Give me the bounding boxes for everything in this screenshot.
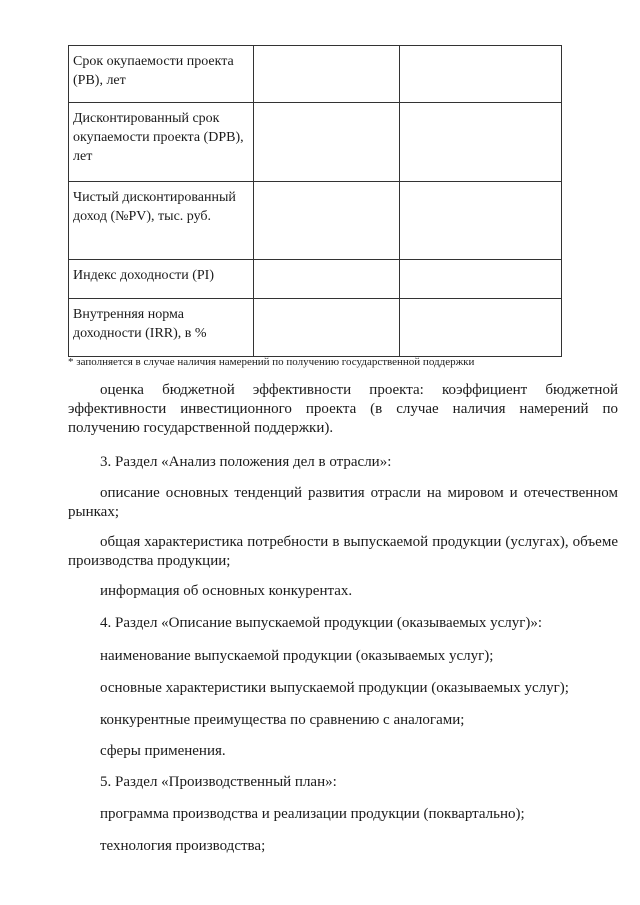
metric-label: Дисконтированный срок окупаемости проекта (DPB), лет — [69, 103, 254, 182]
metric-value-cell — [400, 260, 562, 299]
metric-label: Срок окупаемости проекта (PB), лет — [69, 46, 254, 103]
section-heading: 3. Раздел «Анализ положения дел в отрасли»: — [100, 454, 392, 470]
table-row — [69, 103, 562, 182]
metric-label: Чистый дисконтированный доход (№PV), тыс. руб. — [69, 182, 254, 260]
financial-metrics-table — [68, 45, 562, 357]
paragraph: основные характеристики выпускаемой продукции (оказываемых услуг); — [100, 680, 569, 696]
table-row — [69, 299, 562, 357]
metric-label: Индекс доходности (PI) — [69, 260, 254, 299]
table-footnote: * заполняется в случае наличия намерений по получению государственной поддержки — [68, 356, 475, 368]
paragraph: информация об основных конкурентах. — [100, 583, 353, 599]
paragraph: описание основных тенденций развития отрасли на мировом и отечественном рынках; — [68, 485, 618, 520]
metric-label: Внутренняя норма доходности (IRR), в % — [69, 299, 254, 357]
paragraph: общая характеристика потребности в выпускаемой продукции (услугах), объеме производства продукции; — [68, 534, 618, 569]
metric-value-cell — [400, 299, 562, 357]
metric-value-cell — [254, 260, 400, 299]
section-heading: 4. Раздел «Описание выпускаемой продукции (оказываемых услуг)»: — [100, 615, 543, 631]
paragraph: наименование выпускаемой продукции (оказываемых услуг); — [100, 648, 494, 664]
table-row — [69, 46, 562, 103]
metric-value-cell — [254, 299, 400, 357]
section-heading: 5. Раздел «Производственный план»: — [100, 774, 337, 790]
paragraph: программа производства и реализации продукции (поквартально); — [100, 806, 525, 822]
table-row — [69, 260, 562, 299]
metric-value-cell — [254, 46, 400, 103]
metric-value-cell — [254, 103, 400, 182]
paragraph: сферы применения. — [100, 743, 226, 759]
paragraph: оценка бюджетной эффективности проекта: коэффициент бюджетной эффективности инвестиционного проекта (в случае наличия намерений по получению государственной поддержки). — [68, 382, 618, 436]
paragraph: технология производства; — [100, 838, 266, 854]
table-row — [69, 182, 562, 260]
paragraph: конкурентные преимущества по сравнению с аналогами; — [100, 712, 465, 728]
metric-value-cell — [400, 103, 562, 182]
metric-value-cell — [400, 46, 562, 103]
metric-value-cell — [400, 182, 562, 260]
metric-value-cell — [254, 182, 400, 260]
